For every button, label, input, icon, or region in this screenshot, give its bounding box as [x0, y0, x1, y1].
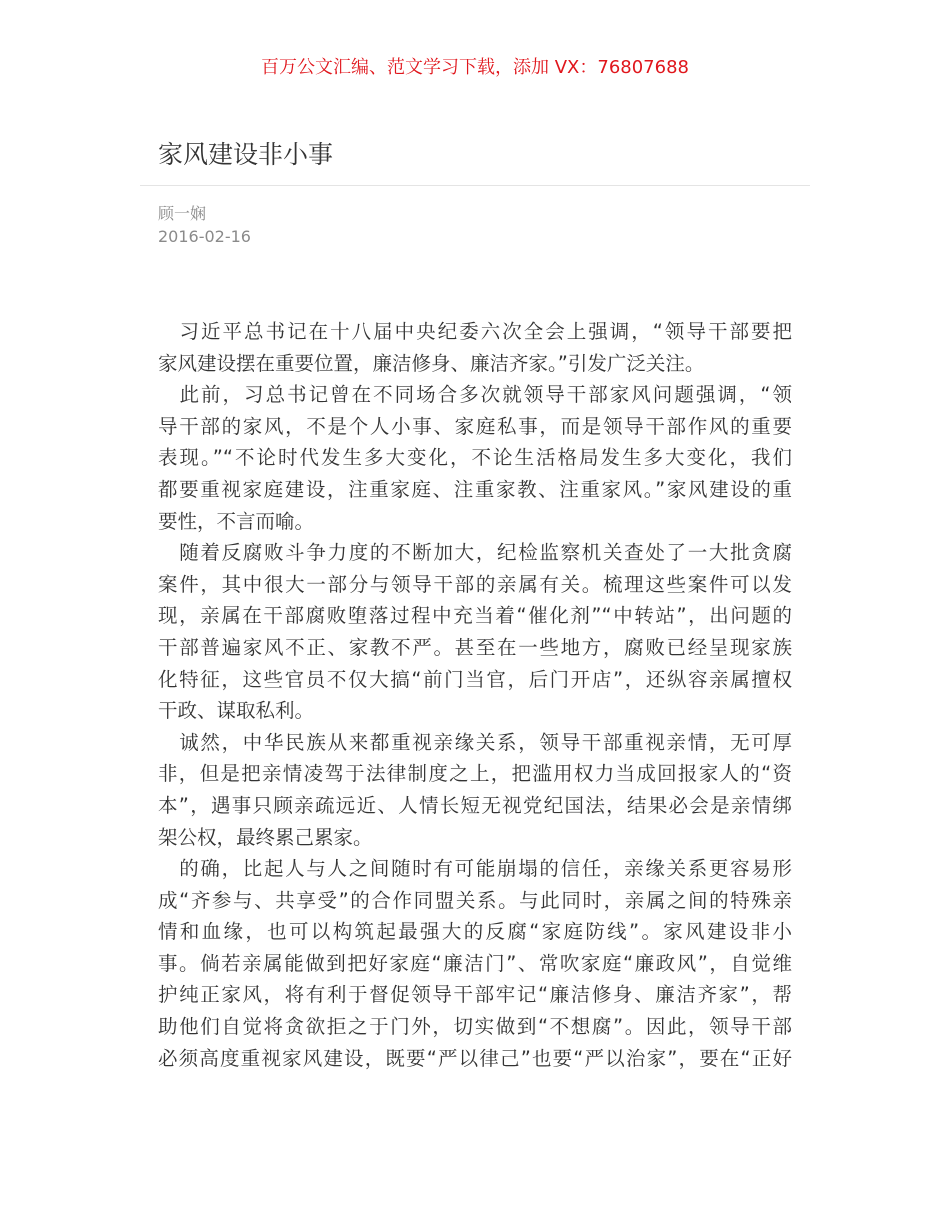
paragraph-line: 非，但是把亲情凌驾于法律制度之上，把滥用权力当成回报家人的“资 — [158, 762, 792, 786]
paragraph-line: 情和血缘，也可以构筑起最强大的反腐“家庭防线”。家风建设非小 — [158, 920, 792, 944]
paragraph-line: 表现。”“不论时代发生多大变化，不论生活格局发生多大变化，我们 — [158, 446, 792, 470]
paragraph-line: 干部普遍家风不正、家教不严。甚至在一些地方，腐败已经呈现家族 — [158, 635, 792, 659]
paragraph-line: 化特征，这些官员不仅大搞“前门当官，后门开店”，还纵容亲属擅权 — [158, 667, 792, 691]
paragraph — [158, 379, 792, 537]
paragraph-line: 成“齐参与、共享受”的合作同盟关系。与此同时，亲属之间的特殊亲 — [158, 888, 792, 912]
paragraph-line: 导干部的家风，不是个人小事、家庭私事，而是领导干部作风的重要 — [158, 414, 792, 438]
paragraph-line: 事。倘若亲属能做到把好家庭“廉洁门”、常吹家庭“廉政风”，自觉维 — [158, 951, 792, 975]
article-title: 家风建设非小事 — [158, 140, 334, 169]
paragraph-line: 的确，比起人与人之间随时有可能崩塌的信任，亲缘关系更容易形 — [158, 857, 792, 881]
paragraph-line: 随着反腐败斗争力度的不断加大，纪检监察机关查处了一大批贪腐 — [158, 541, 792, 565]
paragraph-line: 案件，其中很大一部分与领导干部的亲属有关。梳理这些案件可以发 — [158, 572, 792, 596]
article-author: 顾一娴 — [158, 204, 207, 223]
paragraph-line: 要性，不言而喻。 — [158, 509, 315, 533]
paragraph-line: 现，亲属在干部腐败堕落过程中充当着“催化剂”“中转站”，出问题的 — [158, 604, 792, 628]
watermark-banner: 百万公文汇编、范文学习下载，添加 VX：76807688 — [261, 57, 689, 78]
article-date: 2016-02-16 — [158, 227, 251, 246]
paragraph-line: 家风建设摆在重要位置，廉洁修身、廉洁齐家。”引发广泛关注。 — [158, 351, 705, 375]
paragraph-line: 都要重视家庭建设，注重家庭、注重家教、注重家风。”家风建设的重 — [158, 477, 792, 501]
paragraph-line: 习近平总书记在十八届中央纪委六次全会上强调，“领导干部要把 — [158, 320, 792, 343]
paragraph-line: 护纯正家风，将有利于督促领导干部牢记“廉洁修身、廉洁齐家”，帮 — [158, 983, 792, 1007]
paragraph-line: 此前，习总书记曾在不同场合多次就领导干部家风问题强调，“领 — [158, 383, 792, 407]
paragraph-line: 本”，遇事只顾亲疏远近、人情长短无视党纪国法，结果必会是亲情绑 — [158, 793, 792, 817]
paragraph-line: 助他们自觉将贪欲拒之于门外，切实做到“不想腐”。因此，领导干部 — [158, 1015, 792, 1039]
paragraph-line: 架公权，最终累己累家。 — [158, 825, 373, 849]
paragraph-line: 干政、谋取私利。 — [158, 699, 315, 723]
paragraph-line: 诚然，中华民族从来都重视亲缘关系，领导干部重视亲情，无可厚 — [158, 730, 792, 754]
article-body — [158, 316, 792, 1074]
paragraph-line: 必须高度重视家风建设，既要“严以律己”也要“严以治家”，要在“正好 — [158, 1046, 792, 1070]
paragraph — [158, 537, 792, 727]
paragraph — [158, 727, 792, 853]
paragraph — [158, 853, 792, 1074]
paragraph — [158, 316, 792, 379]
title-divider — [140, 185, 810, 186]
